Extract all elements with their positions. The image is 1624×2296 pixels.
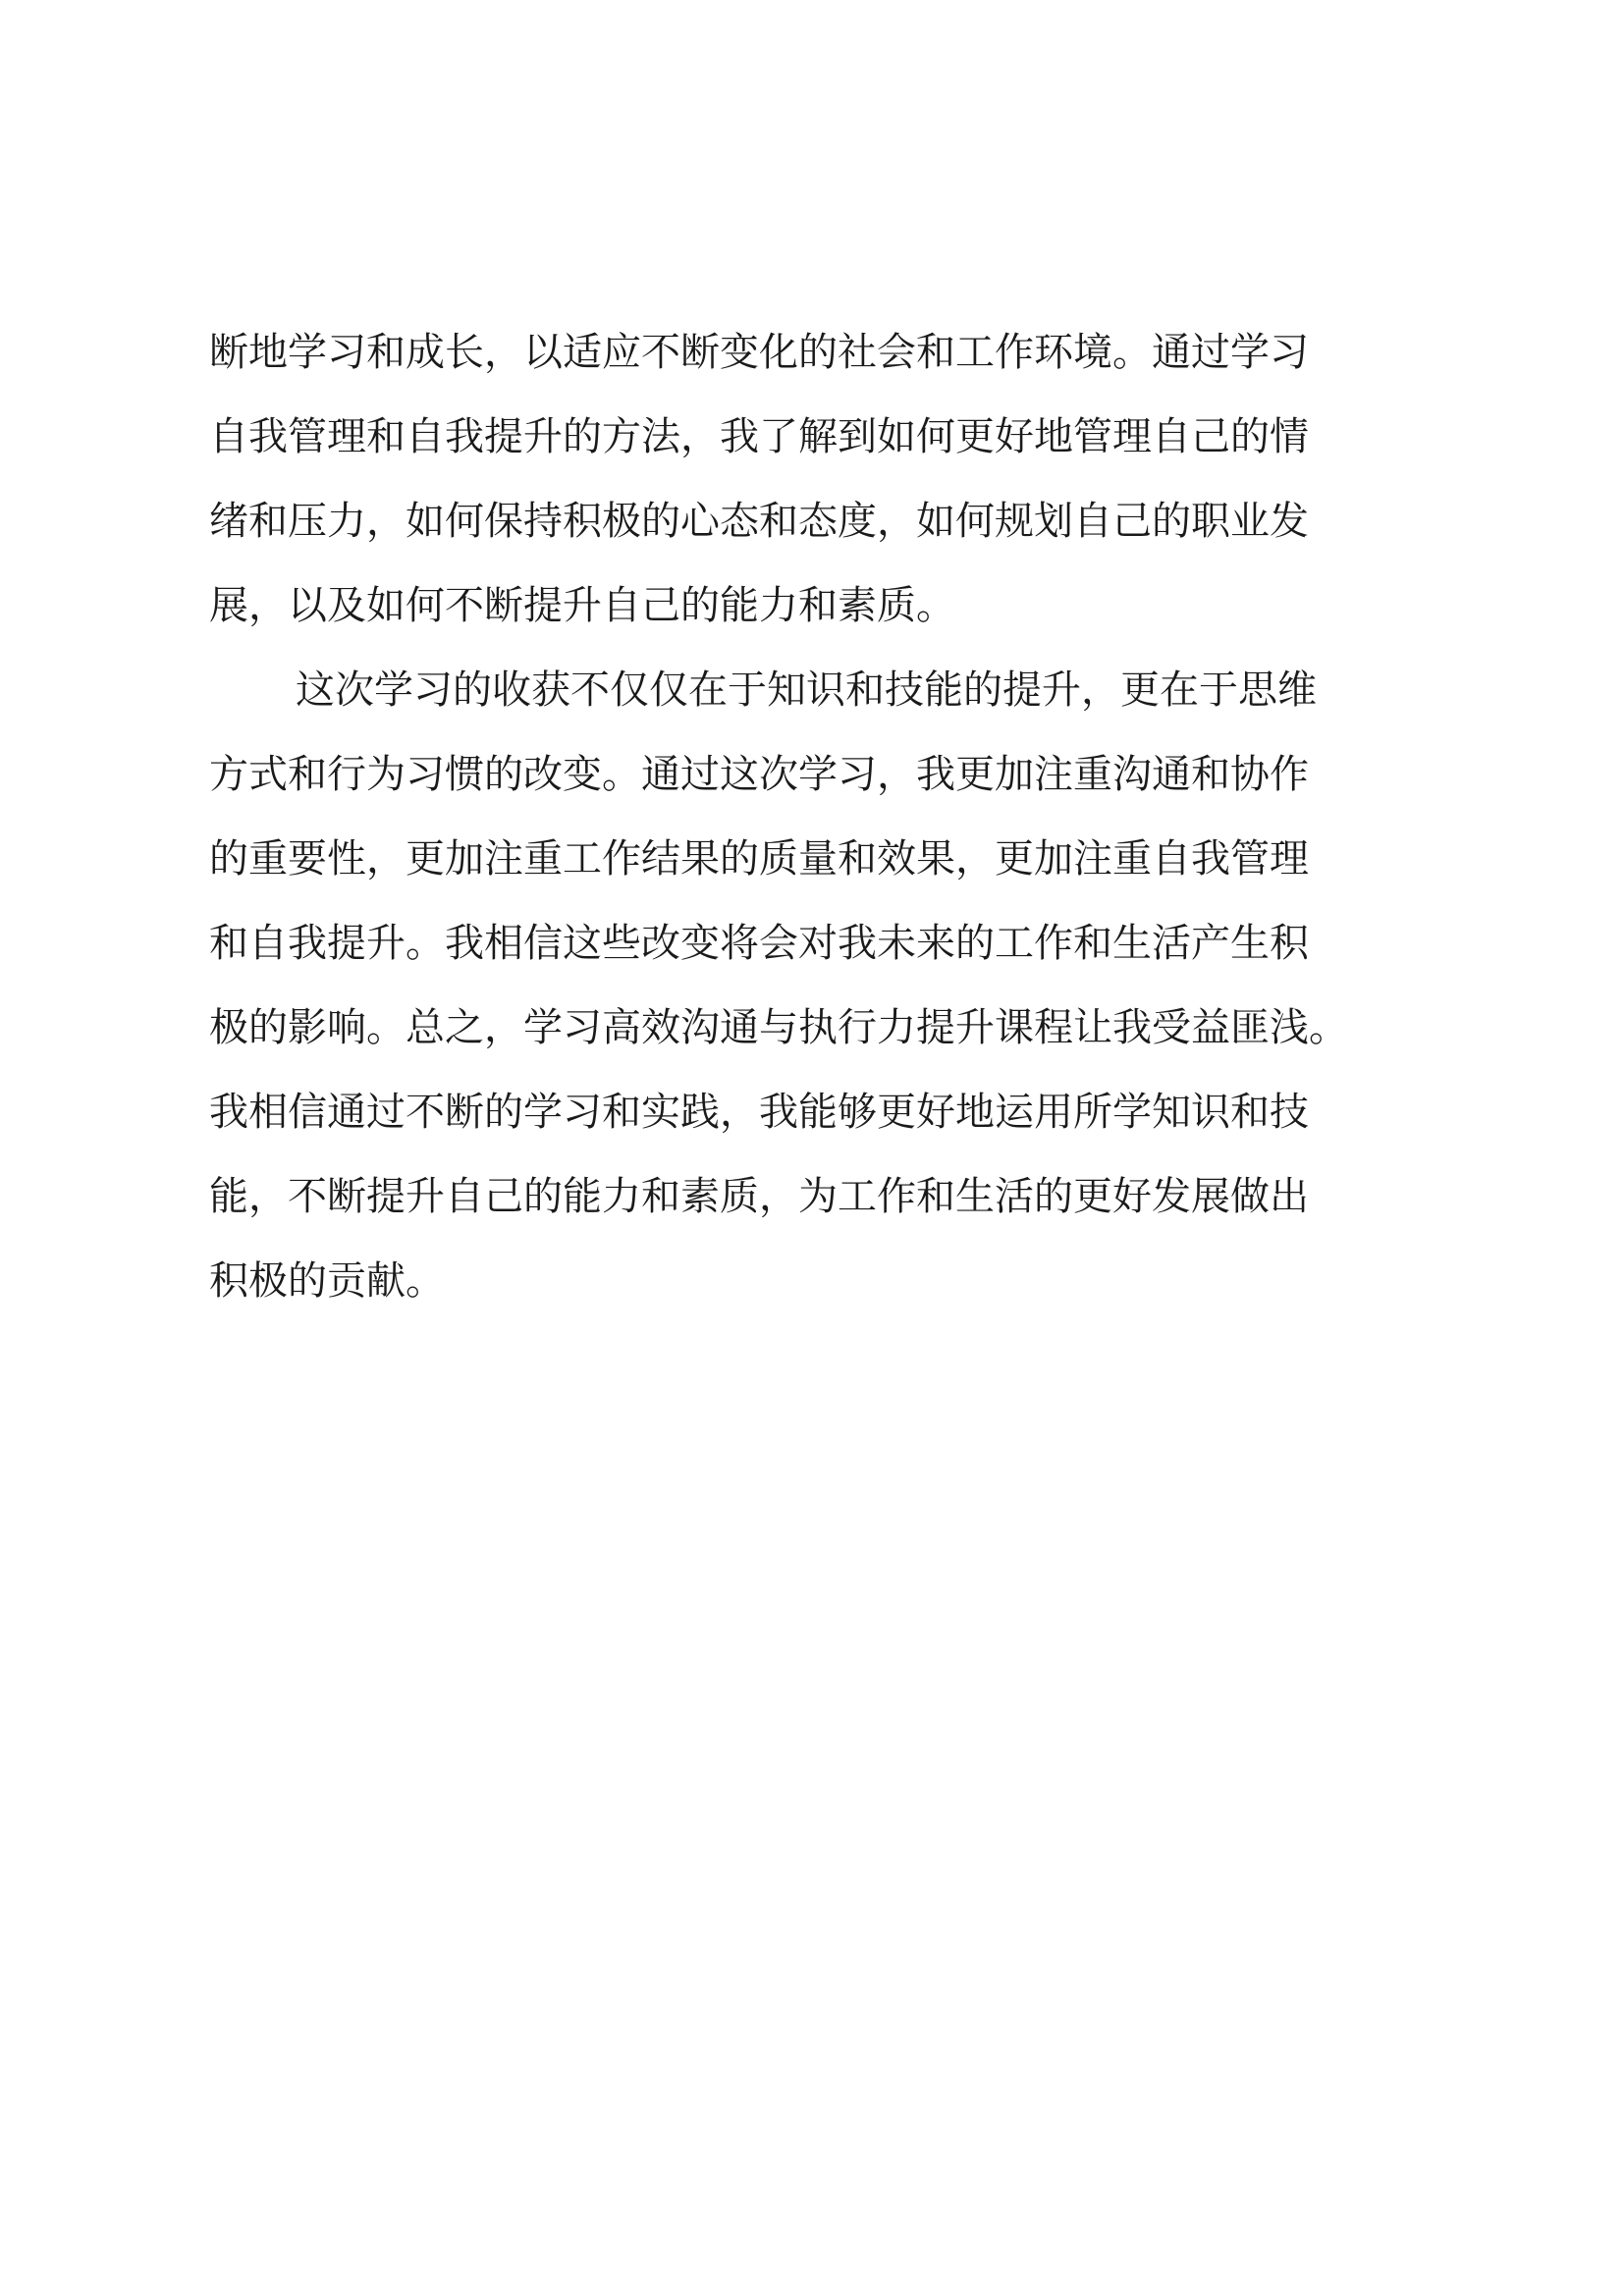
text-line: 极的影响。总之，学习高效沟通与执行力提升课程让我受益匪浅。: [209, 1005, 1348, 1050]
text-line: 的重要性，更加注重工作结果的质量和效果，更加注重自我管理: [209, 836, 1309, 881]
text-line: 自我管理和自我提升的方法，我了解到如何更好地管理自己的情: [209, 414, 1309, 459]
paragraph-2: [209, 648, 1427, 1323]
body-text: [209, 310, 1427, 1323]
text-line: 方式和行为习惯的改变。通过这次学习，我更加注重沟通和协作: [209, 752, 1309, 797]
text-line: 这次学习的收获不仅仅在于知识和技能的提升，更在于思维: [296, 667, 1317, 713]
text-line: 和自我提升。我相信这些改变将会对我未来的工作和生活产生积: [209, 921, 1309, 966]
text-line: 能，不断提升自己的能力和素质，为工作和生活的更好发展做出: [209, 1174, 1309, 1219]
text-line: 积极的贡献。: [209, 1258, 445, 1304]
text-line: 断地学习和成长，以适应不断变化的社会和工作环境。通过学习: [209, 330, 1309, 375]
paragraph-1: [209, 310, 1427, 648]
text-line: 绪和压力，如何保持积极的心态和态度，如何规划自己的职业发: [209, 499, 1309, 544]
text-line: 展，以及如何不断提升自己的能力和素质。: [209, 583, 955, 628]
text-line: 我相信通过不断的学习和实践，我能够更好地运用所学知识和技: [209, 1090, 1309, 1135]
